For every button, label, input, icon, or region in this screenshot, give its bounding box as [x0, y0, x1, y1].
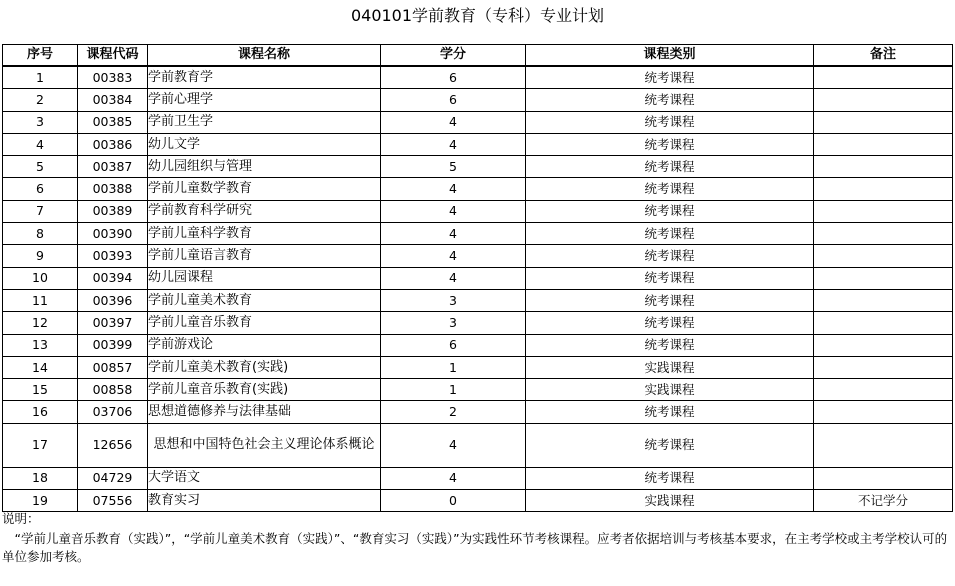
- cell-no: 12: [3, 312, 78, 334]
- cell-credit: 3: [381, 289, 526, 311]
- cell-name: 学前教育学: [148, 66, 381, 89]
- cell-note: [814, 312, 953, 334]
- cell-type: 统考课程: [526, 223, 814, 245]
- cell-no: 14: [3, 356, 78, 378]
- table-row: [3, 467, 953, 489]
- table-row: [3, 423, 953, 467]
- cell-code: 00396: [78, 289, 148, 311]
- table-row: [3, 133, 953, 155]
- cell-type: 统考课程: [526, 312, 814, 334]
- table-row: [3, 200, 953, 222]
- cell-type: 统考课程: [526, 111, 814, 133]
- cell-no: 1: [3, 66, 78, 89]
- table-row: [3, 156, 953, 178]
- cell-name: 学前儿童音乐教育: [148, 312, 381, 334]
- cell-no: 17: [3, 423, 78, 467]
- cell-code: 03706: [78, 401, 148, 423]
- table-row: [3, 289, 953, 311]
- cell-type: 统考课程: [526, 178, 814, 200]
- cell-code: 00387: [78, 156, 148, 178]
- cell-credit: 4: [381, 245, 526, 267]
- table-row: [3, 245, 953, 267]
- header-code: 课程代码: [78, 45, 148, 67]
- table-row: [3, 312, 953, 334]
- cell-name: 教育实习: [148, 490, 381, 512]
- cell-credit: 1: [381, 379, 526, 401]
- cell-code: 00389: [78, 200, 148, 222]
- cell-type: 统考课程: [526, 89, 814, 111]
- cell-type: 统考课程: [526, 66, 814, 89]
- cell-no: 3: [3, 111, 78, 133]
- header-no: 序号: [3, 45, 78, 67]
- cell-credit: 4: [381, 423, 526, 467]
- cell-note: [814, 111, 953, 133]
- cell-note: [814, 267, 953, 289]
- table-row: [3, 66, 953, 89]
- cell-type: 统考课程: [526, 289, 814, 311]
- cell-code: 00386: [78, 133, 148, 155]
- table-row: [3, 379, 953, 401]
- cell-note: [814, 156, 953, 178]
- cell-credit: 4: [381, 178, 526, 200]
- table-row: [3, 334, 953, 356]
- cell-name: 学前心理学: [148, 89, 381, 111]
- notes-text: “学前儿童音乐教育（实践）”，“学前儿童美术教育（实践）”、“教育实习（实践）”为实践性环节考核课程。应考者依据培训与考核基本要求，在主考学校或主考学校认可的单位参加考核。: [2, 531, 948, 564]
- cell-note: [814, 200, 953, 222]
- cell-no: 19: [3, 490, 78, 512]
- cell-name: 思想道德修养与法律基础: [148, 401, 381, 423]
- cell-name: 学前儿童美术教育(实践): [148, 356, 381, 378]
- table-row: [3, 490, 953, 512]
- cell-credit: 4: [381, 267, 526, 289]
- cell-credit: 1: [381, 356, 526, 378]
- cell-credit: 2: [381, 401, 526, 423]
- header-name: 课程名称: [148, 45, 381, 67]
- cell-credit: 3: [381, 312, 526, 334]
- cell-note: [814, 334, 953, 356]
- cell-note: [814, 66, 953, 89]
- cell-type: 统考课程: [526, 267, 814, 289]
- cell-credit: 4: [381, 223, 526, 245]
- cell-credit: 4: [381, 133, 526, 155]
- cell-no: 13: [3, 334, 78, 356]
- table-row: [3, 223, 953, 245]
- cell-note: [814, 356, 953, 378]
- cell-code: 00385: [78, 111, 148, 133]
- cell-no: 16: [3, 401, 78, 423]
- cell-code: 00390: [78, 223, 148, 245]
- cell-name: 学前儿童美术教育: [148, 289, 381, 311]
- cell-type: 实践课程: [526, 490, 814, 512]
- cell-code: 00394: [78, 267, 148, 289]
- page-title: 040101学前教育（专科）专业计划: [350, 6, 605, 25]
- table-row: [3, 401, 953, 423]
- cell-note: [814, 89, 953, 111]
- cell-note: [814, 289, 953, 311]
- cell-credit: 4: [381, 111, 526, 133]
- cell-code: 00393: [78, 245, 148, 267]
- cell-note: [814, 245, 953, 267]
- cell-code: 00388: [78, 178, 148, 200]
- cell-type: 实践课程: [526, 379, 814, 401]
- cell-code: 00399: [78, 334, 148, 356]
- notes-section: [2, 510, 952, 566]
- cell-name: 幼儿园课程: [148, 267, 381, 289]
- cell-type: 统考课程: [526, 133, 814, 155]
- cell-no: 4: [3, 133, 78, 155]
- cell-note: [814, 223, 953, 245]
- cell-no: 6: [3, 178, 78, 200]
- cell-note: [814, 401, 953, 423]
- cell-code: 00858: [78, 379, 148, 401]
- cell-credit: 4: [381, 200, 526, 222]
- cell-code: 04729: [78, 467, 148, 489]
- cell-type: 统考课程: [526, 423, 814, 467]
- cell-name: 幼儿文学: [148, 133, 381, 155]
- cell-name: 思想和中国特色社会主义理论体系概论: [148, 423, 381, 467]
- cell-note: [814, 133, 953, 155]
- cell-no: 5: [3, 156, 78, 178]
- cell-type: 实践课程: [526, 356, 814, 378]
- cell-type: 统考课程: [526, 156, 814, 178]
- cell-credit: 0: [381, 490, 526, 512]
- cell-code: 07556: [78, 490, 148, 512]
- table-row: [3, 111, 953, 133]
- cell-name: 学前儿童语言教育: [148, 245, 381, 267]
- notes-label: 说明：: [2, 511, 40, 526]
- table-body: [3, 66, 953, 512]
- cell-credit: 6: [381, 89, 526, 111]
- header-credit: 学分: [381, 45, 526, 67]
- cell-type: 统考课程: [526, 200, 814, 222]
- cell-code: 12656: [78, 423, 148, 467]
- cell-name: 学前儿童数学教育: [148, 178, 381, 200]
- cell-no: 10: [3, 267, 78, 289]
- cell-code: 00384: [78, 89, 148, 111]
- cell-type: 统考课程: [526, 467, 814, 489]
- cell-note: [814, 423, 953, 467]
- cell-no: 8: [3, 223, 78, 245]
- cell-name: 学前教育科学研究: [148, 200, 381, 222]
- cell-name: 学前卫生学: [148, 111, 381, 133]
- course-plan-table: [2, 44, 953, 512]
- cell-type: 统考课程: [526, 401, 814, 423]
- table-row: [3, 89, 953, 111]
- cell-no: 9: [3, 245, 78, 267]
- cell-credit: 6: [381, 66, 526, 89]
- cell-note: [814, 467, 953, 489]
- header-type: 课程类别: [526, 45, 814, 67]
- cell-name: 学前游戏论: [148, 334, 381, 356]
- header-note: 备注: [814, 45, 953, 67]
- cell-note: 不记学分: [814, 490, 953, 512]
- cell-credit: 6: [381, 334, 526, 356]
- cell-code: 00397: [78, 312, 148, 334]
- cell-credit: 5: [381, 156, 526, 178]
- table-header-row: [3, 45, 953, 67]
- cell-type: 统考课程: [526, 245, 814, 267]
- cell-code: 00383: [78, 66, 148, 89]
- cell-type: 统考课程: [526, 334, 814, 356]
- table-row: [3, 356, 953, 378]
- cell-no: 11: [3, 289, 78, 311]
- cell-name: 学前儿童音乐教育(实践): [148, 379, 381, 401]
- cell-name: 学前儿童科学教育: [148, 223, 381, 245]
- cell-note: [814, 379, 953, 401]
- cell-name: 幼儿园组织与管理: [148, 156, 381, 178]
- table-row: [3, 178, 953, 200]
- cell-no: 15: [3, 379, 78, 401]
- cell-no: 2: [3, 89, 78, 111]
- cell-no: 18: [3, 467, 78, 489]
- cell-credit: 4: [381, 467, 526, 489]
- cell-code: 00857: [78, 356, 148, 378]
- table-row: [3, 267, 953, 289]
- cell-name: 大学语文: [148, 467, 381, 489]
- cell-note: [814, 178, 953, 200]
- cell-no: 7: [3, 200, 78, 222]
